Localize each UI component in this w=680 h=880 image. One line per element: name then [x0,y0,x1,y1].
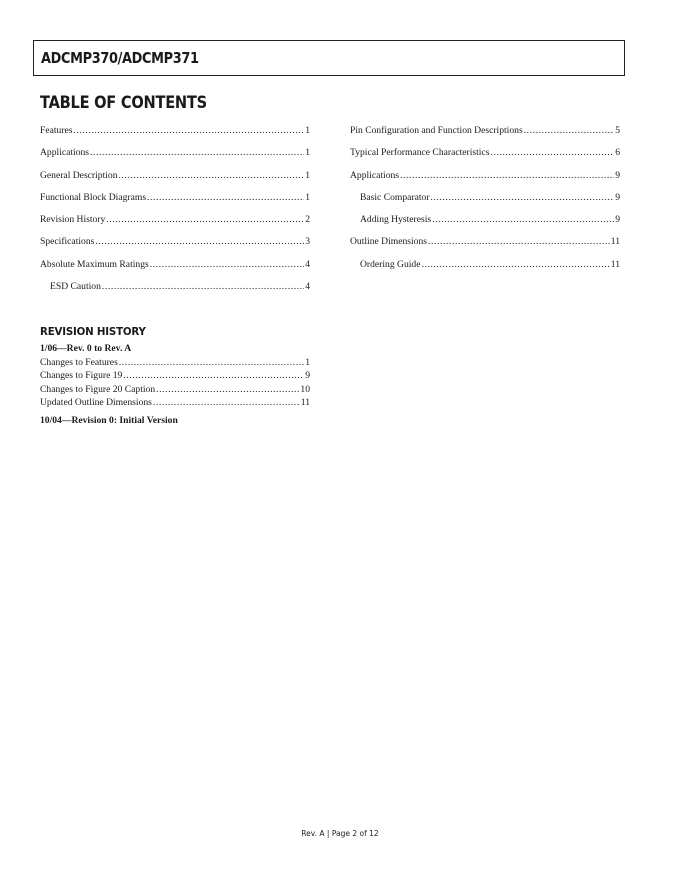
revision-0-title: 10/04—Revision 0: Initial Version [40,415,178,426]
revision-change-page: 10 [300,383,310,395]
revision-change-item [40,356,310,369]
toc-entry-page: 1 [305,191,310,203]
toc-subentry[interactable] [350,213,620,235]
toc-entry[interactable] [40,235,310,257]
toc-entry-label: Basic Comparator [360,191,430,203]
toc-leader-dots [524,124,615,137]
toc-entry[interactable] [350,169,620,191]
revision-history-heading: REVISION HISTORY [40,325,146,338]
toc-entry[interactable] [40,169,310,191]
toc-leader-dots [90,146,304,159]
revision-change-item [40,383,310,396]
toc-entry-page: 1 [305,147,310,159]
toc-entry-label: Adding Hysteresis [360,214,432,226]
toc-leader-dots [431,191,615,204]
toc-entry[interactable] [40,191,310,213]
revision-change-page: 9 [305,370,310,382]
toc-entry-page: 9 [615,214,620,226]
toc-entry-page: 5 [615,125,620,136]
revision-change-page: 1 [305,357,310,368]
toc-entry-page: 1 [305,125,310,136]
toc-leader-dots [102,280,304,293]
toc-entry-label: ESD Caution [50,281,101,293]
toc-entry-label: Pin Configuration and Function Descriptions [350,125,523,136]
toc-leader-dots [106,213,304,226]
toc-entry-label: Applications [40,147,90,159]
toc-leader-dots [74,124,305,137]
toc-entry-label: Revision History [40,214,106,226]
toc-entry-page: 6 [615,147,620,159]
toc-entry[interactable] [40,146,310,168]
toc-leader-dots [156,383,299,396]
toc-heading: TABLE OF CONTENTS [40,93,207,113]
toc-entry[interactable] [350,146,620,168]
toc-leader-dots [147,191,304,204]
toc-leader-dots [150,258,304,271]
toc-entry-label: General Description [40,169,118,181]
toc-entry[interactable] [350,235,620,257]
toc-leader-dots [95,235,304,248]
toc-entry-page: 11 [610,236,620,248]
toc-entry-label: Features [40,125,73,136]
toc-entry-label: Specifications [40,236,95,248]
toc-entry-page: 9 [615,191,620,203]
revision-a-title: 1/06—Rev. 0 to Rev. A [40,343,132,354]
toc-entry[interactable] [40,258,310,280]
toc-entry-label: Functional Block Diagrams [40,191,147,203]
revision-change-item [40,396,310,409]
toc-leader-dots [490,146,614,159]
document-title: ADCMP370/ADCMP371 [41,49,199,67]
revision-a-block [40,342,310,410]
page-footer: Rev. A | Page 2 of 12 [301,829,379,838]
revision-0-block [40,414,310,428]
toc-leader-dots [119,169,305,182]
revision-change-label: Changes to Figure 19 [40,370,123,382]
toc-entry-page: 1 [305,169,310,181]
toc-entry-page: 4 [305,281,310,293]
revision-change-label: Changes to Features [40,357,118,368]
document-header [33,40,625,76]
toc-entry-label: Typical Performance Characteristics [350,147,490,159]
toc-leader-dots [123,369,304,382]
toc-entry-page: 9 [615,169,620,181]
toc-entry-label: Absolute Maximum Ratings [40,258,149,270]
revision-change-label: Updated Outline Dimensions [40,397,152,409]
toc-leader-dots [432,213,614,226]
toc-leader-dots [119,356,304,369]
toc-entry-label: Applications [350,169,400,181]
toc-right-column [350,124,620,280]
toc-leader-dots [400,169,614,182]
toc-leader-dots [153,396,300,409]
toc-leader-dots [428,235,610,248]
toc-entry-label: Ordering Guide [360,258,421,270]
revision-change-item [40,369,310,382]
toc-subentry[interactable] [350,258,620,280]
toc-subentry[interactable] [40,280,310,302]
toc-entry[interactable] [350,124,620,146]
toc-entry-page: 4 [305,258,310,270]
toc-leader-dots [421,258,609,271]
toc-entry-page: 3 [305,236,310,248]
revision-change-label: Changes to Figure 20 Caption [40,383,156,395]
toc-entry[interactable] [40,213,310,235]
toc-left-column [40,124,310,302]
toc-entry-page: 11 [610,258,620,270]
toc-subentry[interactable] [350,191,620,213]
toc-entry-label: Outline Dimensions [350,236,428,248]
toc-entry[interactable] [40,124,310,146]
revision-change-page: 11 [300,397,310,409]
toc-entry-page: 2 [305,214,310,226]
